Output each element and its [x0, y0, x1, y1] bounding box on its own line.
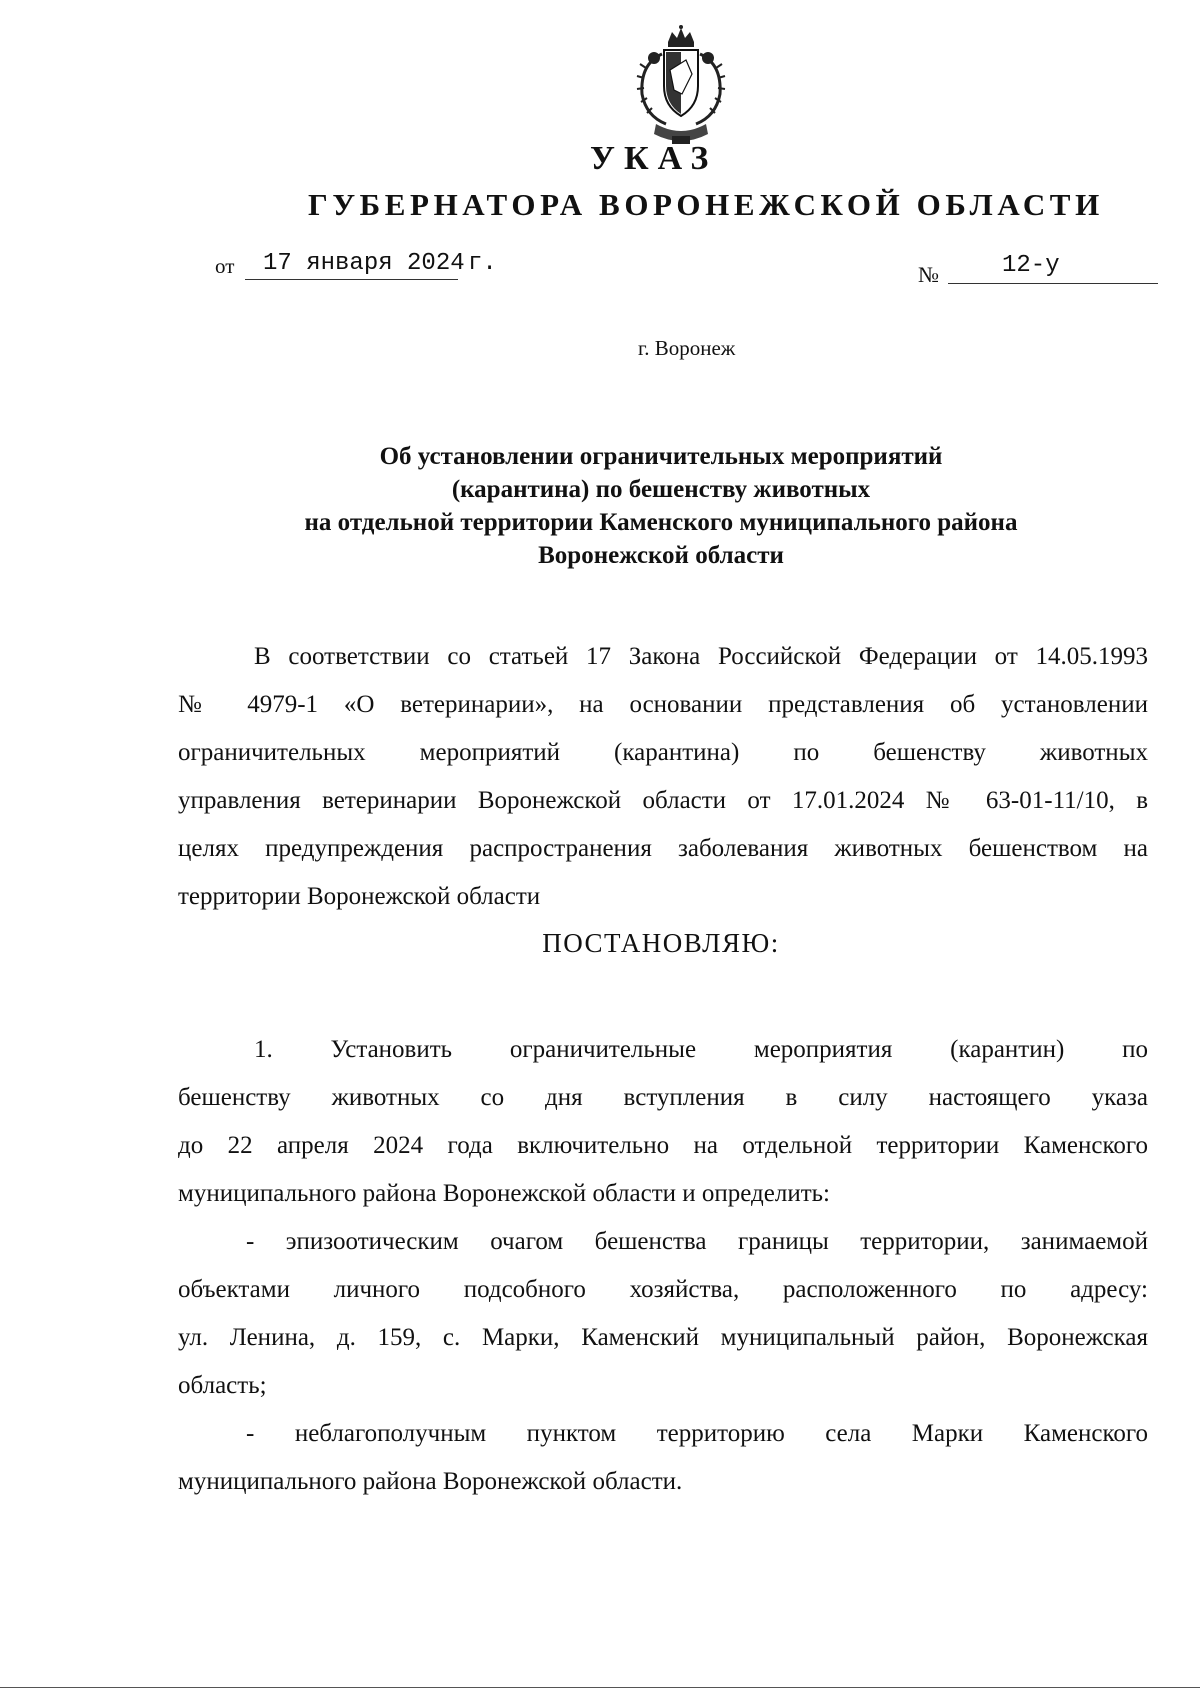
preamble-paragraph	[178, 633, 1148, 921]
text-line: до 22 апреля 2024 года включительно на отдельной территории Каменского	[178, 1132, 1148, 1159]
text-line: целях предупреждения распространения заболевания животных бешенством на	[178, 835, 1148, 862]
item-1b-paragraph	[178, 1410, 1148, 1506]
text-line: территории Воронежской области	[178, 883, 541, 910]
text-line: ограничительных мероприятий (карантина) по бешенству животных	[178, 739, 1148, 766]
document-type-title: УКАЗ	[590, 140, 718, 177]
heading-line: (карантина) по бешенству животных	[451, 476, 871, 503]
issuer-subtitle: ГУБЕРНАТОРА ВОРОНЕЖСКОЙ ОБЛАСТИ	[308, 187, 1104, 222]
text-line: 1. Установить ограничительные мероприятия (карантин) по	[254, 1036, 1148, 1063]
number-field: 12-у	[948, 252, 1158, 284]
item-1-paragraph	[178, 1026, 1148, 1218]
date-field: 17 января 2024	[245, 250, 458, 280]
text-line: управления ветеринарии Воронежской области от 17.01.2024 № 63-01-11/10, в	[178, 787, 1148, 814]
item-1a-paragraph	[178, 1218, 1148, 1410]
document-heading	[176, 440, 1146, 572]
text-line: В соответствии со статьей 17 Закона Российской Федерации от 14.05.1993	[254, 643, 1148, 670]
heading-line: на отдельной территории Каменского муниципального района	[304, 509, 1018, 536]
coat-of-arms-icon	[626, 24, 736, 154]
date-suffix-label: г.	[468, 250, 497, 277]
text-line: - эпизоотическим очагом бешенства границы территории, занимаемой	[246, 1228, 1148, 1255]
text-line: бешенству животных со дня вступления в силу настоящего указа	[178, 1084, 1148, 1111]
text-line: объектами личного подсобного хозяйства, расположенного по адресу:	[178, 1276, 1148, 1303]
text-line: муниципального района Воронежской области и определить:	[178, 1180, 830, 1207]
heading-line: Воронежской области	[538, 542, 784, 569]
city-label: г. Воронеж	[638, 336, 736, 360]
text-line: ул. Ленина, д. 159, с. Марки, Каменский муниципальный район, Воронежская	[178, 1324, 1148, 1351]
date-prefix-label: от	[215, 254, 235, 278]
number-prefix-label: №	[918, 262, 939, 287]
footer-divider	[0, 1687, 1200, 1688]
text-line: - неблагополучным пунктом территорию села Марки Каменского	[246, 1420, 1148, 1447]
text-line: муниципального района Воронежской области.	[178, 1468, 683, 1495]
decree-word: ПОСТАНОВЛЯЮ:	[542, 928, 780, 958]
text-line: № 4979-1 «О ветеринарии», на основании представления об установлении	[178, 691, 1148, 718]
text-line: область;	[178, 1372, 267, 1399]
heading-line: Об установлении ограничительных мероприятий	[379, 443, 943, 470]
